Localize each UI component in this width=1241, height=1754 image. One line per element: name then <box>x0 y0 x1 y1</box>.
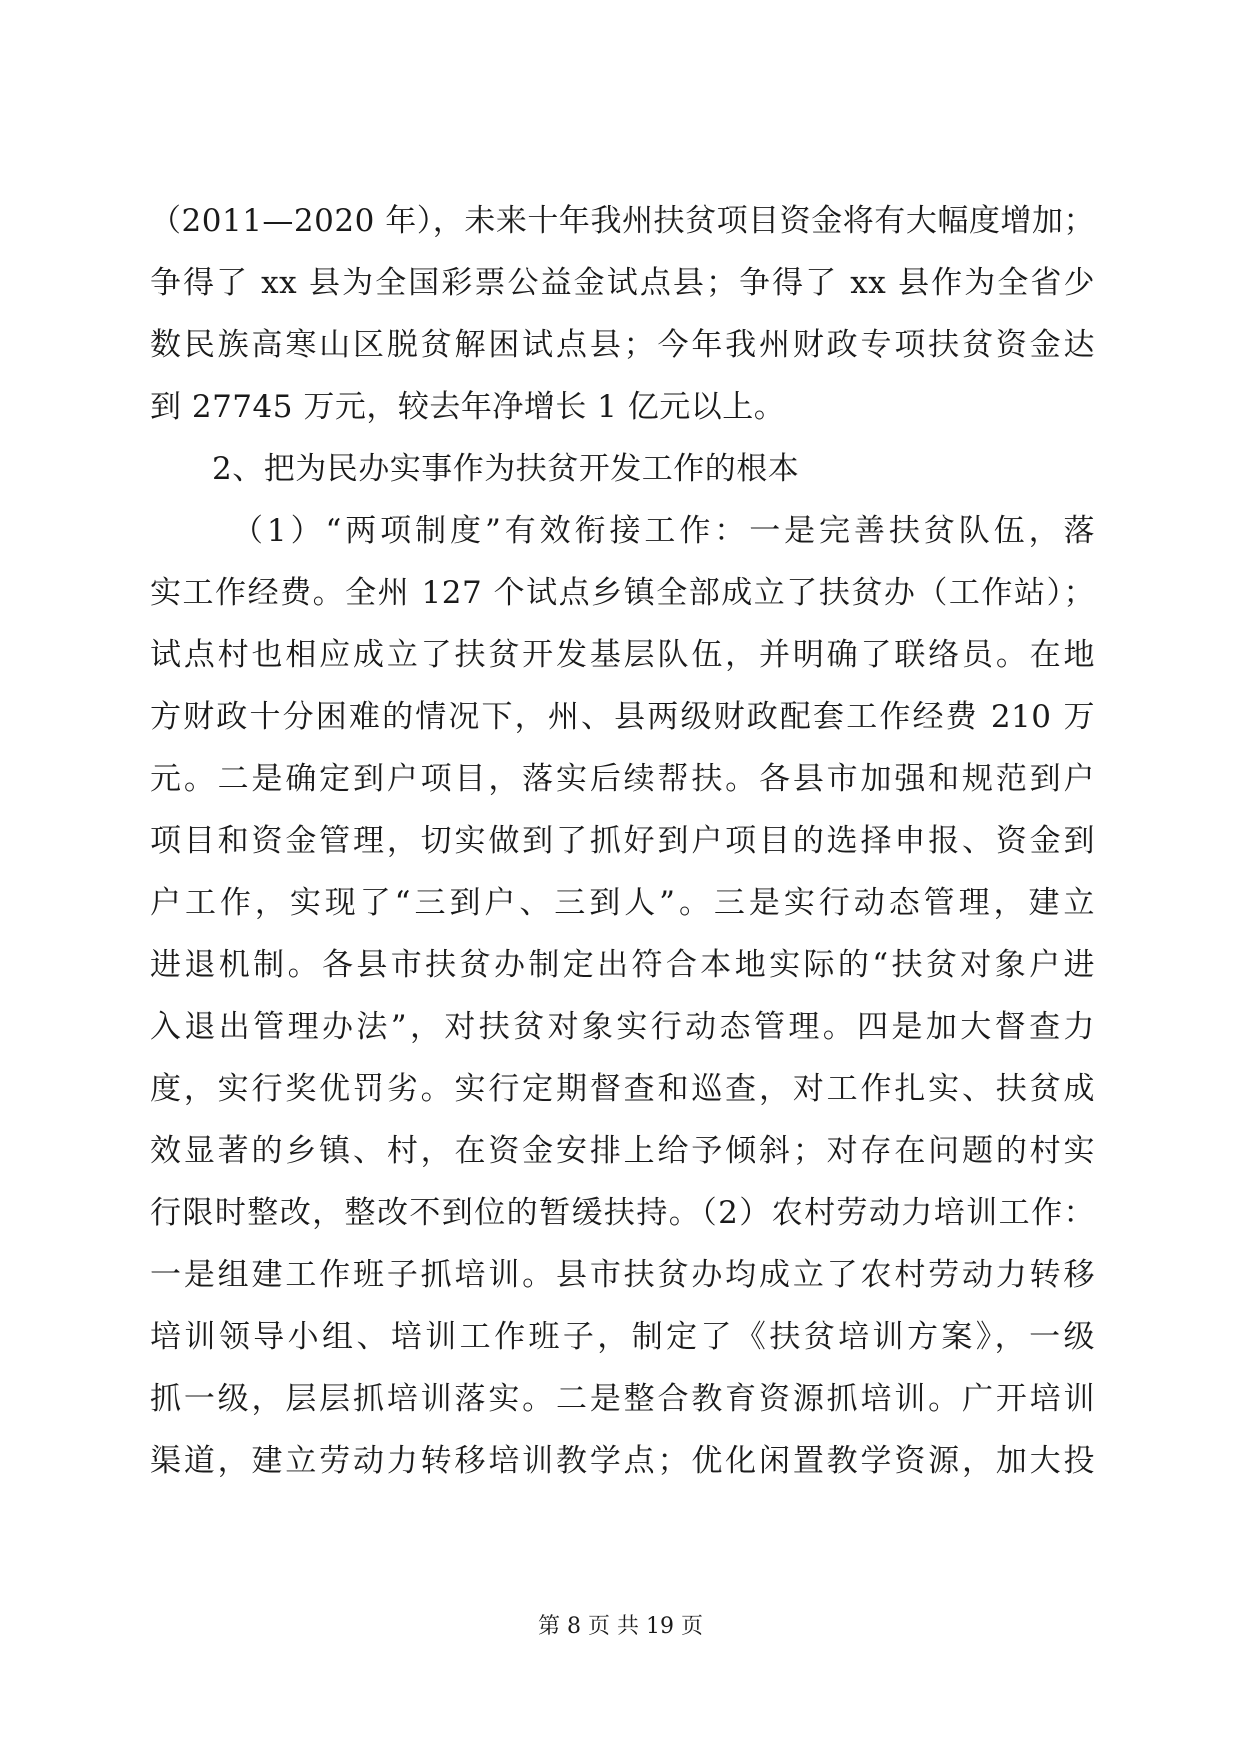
text-line: 入退出管理办法”，对扶贫对象实行动态管理。四是加大督查力 <box>150 1009 1095 1045</box>
text-line: 一是组建工作班子抓培训。县市扶贫办均成立了农村劳动力转移 <box>150 1257 1095 1293</box>
text-line: 实工作经费。全州 127 个试点乡镇全部成立了扶贫办（工作站）； <box>150 575 1095 611</box>
text-line: （2011—2020 年），未来十年我州扶贫项目资金将有大幅度增加； <box>150 203 1095 239</box>
text-line: 到 27745 万元，较去年净增长 1 亿元以上。 <box>150 389 786 425</box>
text-line: 度，实行奖优罚劣。实行定期督查和巡查，对工作扎实、扶贫成 <box>150 1071 1095 1107</box>
text-line: （1）“两项制度”有效衔接工作：一是完善扶贫队伍，落 <box>232 513 1095 549</box>
text-line: 行限时整改，整改不到位的暂缓扶持。（2）农村劳动力培训工作： <box>150 1195 1095 1231</box>
text-line: 培训领导小组、培训工作班子，制定了《扶贫培训方案》，一级 <box>150 1319 1095 1355</box>
text-line: 渠道，建立劳动力转移培训教学点；优化闲置教学资源，加大投 <box>150 1443 1095 1479</box>
text-line: 项目和资金管理，切实做到了抓好到户项目的选择申报、资金到 <box>150 823 1095 859</box>
text-line: 元。二是确定到户项目，落实后续帮扶。各县市加强和规范到户 <box>150 761 1095 797</box>
text-line: 效显著的乡镇、村，在资金安排上给予倾斜；对存在问题的村实 <box>150 1133 1095 1169</box>
text-line: 方财政十分困难的情况下，州、县两级财政配套工作经费 210 万 <box>150 699 1095 735</box>
section-heading: 2、把为民办实事作为扶贫开发工作的根本 <box>212 451 800 487</box>
text-line: 争得了 xx 县为全国彩票公益金试点县；争得了 xx 县作为全省少 <box>150 265 1095 301</box>
text-line: 抓一级，层层抓培训落实。二是整合教育资源抓培训。广开培训 <box>150 1381 1095 1417</box>
text-line: 试点村也相应成立了扶贫开发基层队伍，并明确了联络员。在地 <box>150 637 1095 673</box>
document-body <box>150 190 1095 1492</box>
page-number-footer: 第 8 页 共 19 页 <box>538 1614 703 1639</box>
text-line: 数民族高寒山区脱贫解困试点县；今年我州财政专项扶贫资金达 <box>150 327 1095 363</box>
text-line: 进退机制。各县市扶贫办制定出符合本地实际的“扶贫对象户进 <box>150 947 1095 983</box>
text-line: 户工作，实现了“三到户、三到人”。三是实行动态管理，建立 <box>150 885 1095 921</box>
